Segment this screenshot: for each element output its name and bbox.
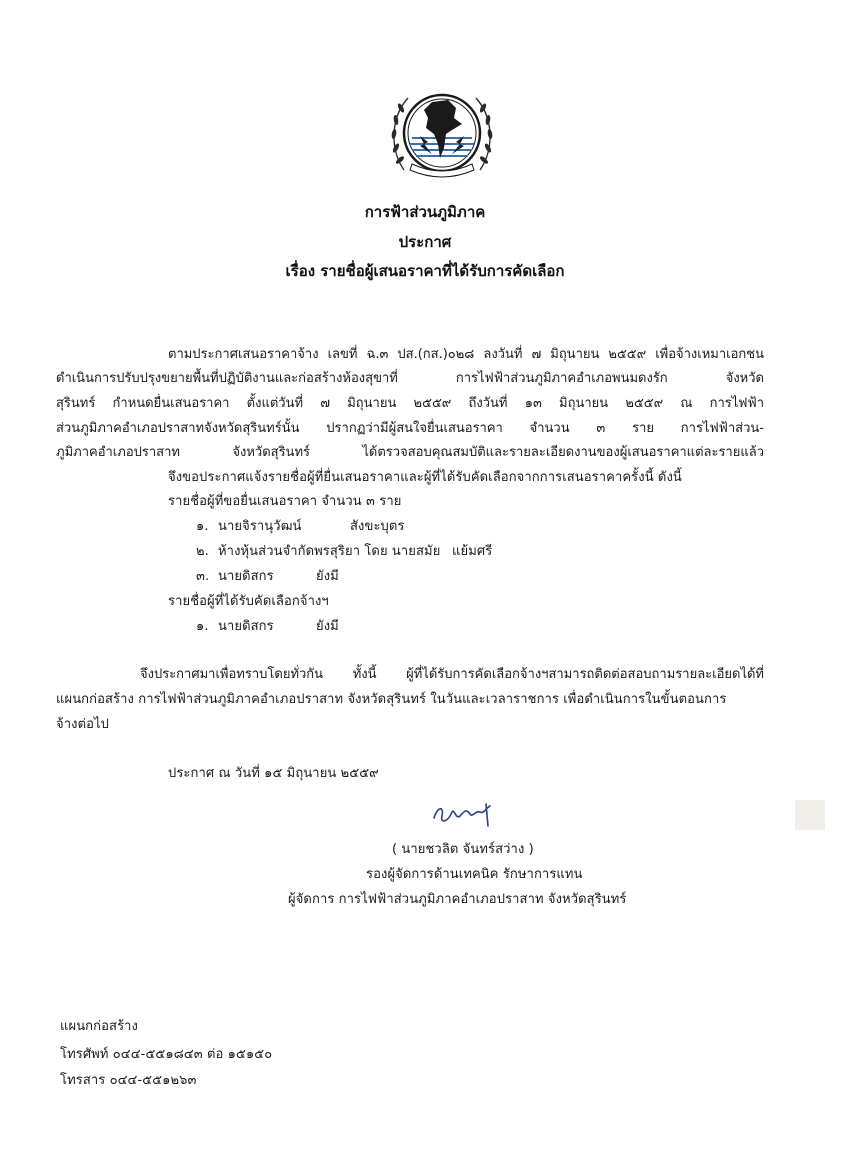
bidder-surname: ยังมี: [316, 569, 339, 584]
bidder-name: นายดิสกร: [218, 569, 274, 584]
paragraph1-line: ตามประกาศเสนอราคาจ้าง เลขที่ ฉ.๓ ปส.(กส.)๐๒๘ ลงวันที่ ๗ มิถุนายน ๒๕๕๙ เพื่อจ้างเหมาเอกชน: [168, 347, 764, 362]
handwritten-signature: [430, 800, 500, 830]
bidder-number: ๓.: [196, 569, 210, 584]
selected-surname: ยังมี: [316, 619, 339, 634]
footer-fax: โทรสาร ๐๔๔-๕๕๑๒๖๓: [60, 1073, 197, 1088]
paragraph1-line: ดำเนินการปรับปรุงขยายพื้นที่ปฏิบัติงานและก่อสร้างห้องสุขาที่ การไฟฟ้าส่วนภูมิภาคอำเภอพนมดงรัก จังหวัด: [56, 371, 764, 386]
bidder-name: นายจิรานุวัฒน์: [218, 519, 302, 534]
bidder-number: ๑.: [196, 519, 209, 534]
paragraph2-line: จ้างต่อไป: [56, 717, 110, 732]
doc-type: ประกาศ: [398, 233, 452, 251]
bidders-heading: รายชื่อผู้ที่ขอยื่นเสนอราคา จำนวน ๓ ราย: [168, 494, 402, 509]
selected-number: ๑.: [196, 619, 209, 634]
signer-position-line1: รองผู้จัดการด้านเทคนิค รักษาการแทน: [366, 867, 583, 882]
bidder-surname: แย้มศรี: [452, 544, 493, 559]
paragraph2-line: แผนกก่อสร้าง การไฟฟ้าส่วนภูมิภาคอำเภอปราสาท จังหวัดสุรินทร์ ในวันและเวลาราชการ เพื่อดำเนินการในขั้นตอนการ: [56, 692, 727, 707]
signer-position-line2: ผู้จัดการ การไฟฟ้าส่วนภูมิภาคอำเภอปราสาท จังหวัดสุรินทร์: [288, 892, 627, 907]
footer-phone: โทรศัพท์ ๐๔๔-๕๕๑๘๔๓ ต่อ ๑๕๑๕๐: [60, 1047, 273, 1062]
scan-mark: [795, 800, 825, 830]
paragraph1-line: สุรินทร์ กำหนดยื่นเสนอราคา ตั้งแต่วันที่ ๗ มิถุนายน ๒๕๕๙ ถึงวันที่ ๑๓ มิถุนายน ๒๕๕๙ ณ การไฟฟ้า: [56, 396, 764, 411]
bidder-number: ๒.: [196, 544, 209, 559]
bidder-surname: สังขะบุตร: [350, 519, 405, 534]
selected-name: นายดิสกร: [218, 619, 274, 634]
signature-icon: [430, 800, 500, 830]
bidder-name: ห้างหุ้นส่วนจำกัดพรสุริยา โดย นายสมัย: [218, 544, 441, 559]
paragraph1-line: ส่วนภูมิภาคอำเภอปราสาทจังหวัดสุรินทร์นั้น ปรากฏว่ามีผู้สนใจยื่นเสนอราคา จำนวน ๓ ราย การไฟฟ้าส่วน-: [56, 421, 764, 436]
signer-name: ( นายชวลิต จันทร์สว่าง ): [392, 842, 534, 857]
footer-dept: แผนกก่อสร้าง: [60, 1019, 138, 1034]
announce-date: ประกาศ ณ วันที่ ๑๕ มิถุนายน ๒๕๕๙: [168, 766, 379, 781]
pea-logo: [382, 78, 502, 188]
paragraph2-line: จึงประกาศมาเพื่อทราบโดยทั่วกัน ทั้งนี้ ผู้ที่ได้รับการคัดเลือกจ้างฯสามารถติดต่อสอบถามรายละเอียดได้ที่: [140, 667, 764, 682]
paragraph1-line: จึงขอประกาศแจ้งรายชื่อผู้ที่ยื่นเสนอราคาและผู้ที่ได้รับคัดเลือกจากการเสนอราคาครั้งนี้ ดังนี้: [168, 470, 682, 485]
pea-logo-icon: [382, 78, 502, 188]
org-name: การฟ้าส่วนภูมิภาค: [364, 203, 486, 221]
subject-title: เรื่อง รายชื่อผู้เสนอราคาที่ได้รับการคัดเลือก: [285, 262, 565, 280]
paragraph1-line: ภูมิภาคอำเภอปราสาท จังหวัดสุรินทร์ ได้ตรวจสอบคุณสมบัติและรายละเอียดงานของผู้เสนอราคาแต่ละรายแล้ว: [56, 445, 764, 460]
selected-heading: รายชื่อผู้ที่ได้รับคัดเลือกจ้างฯ: [168, 594, 329, 609]
